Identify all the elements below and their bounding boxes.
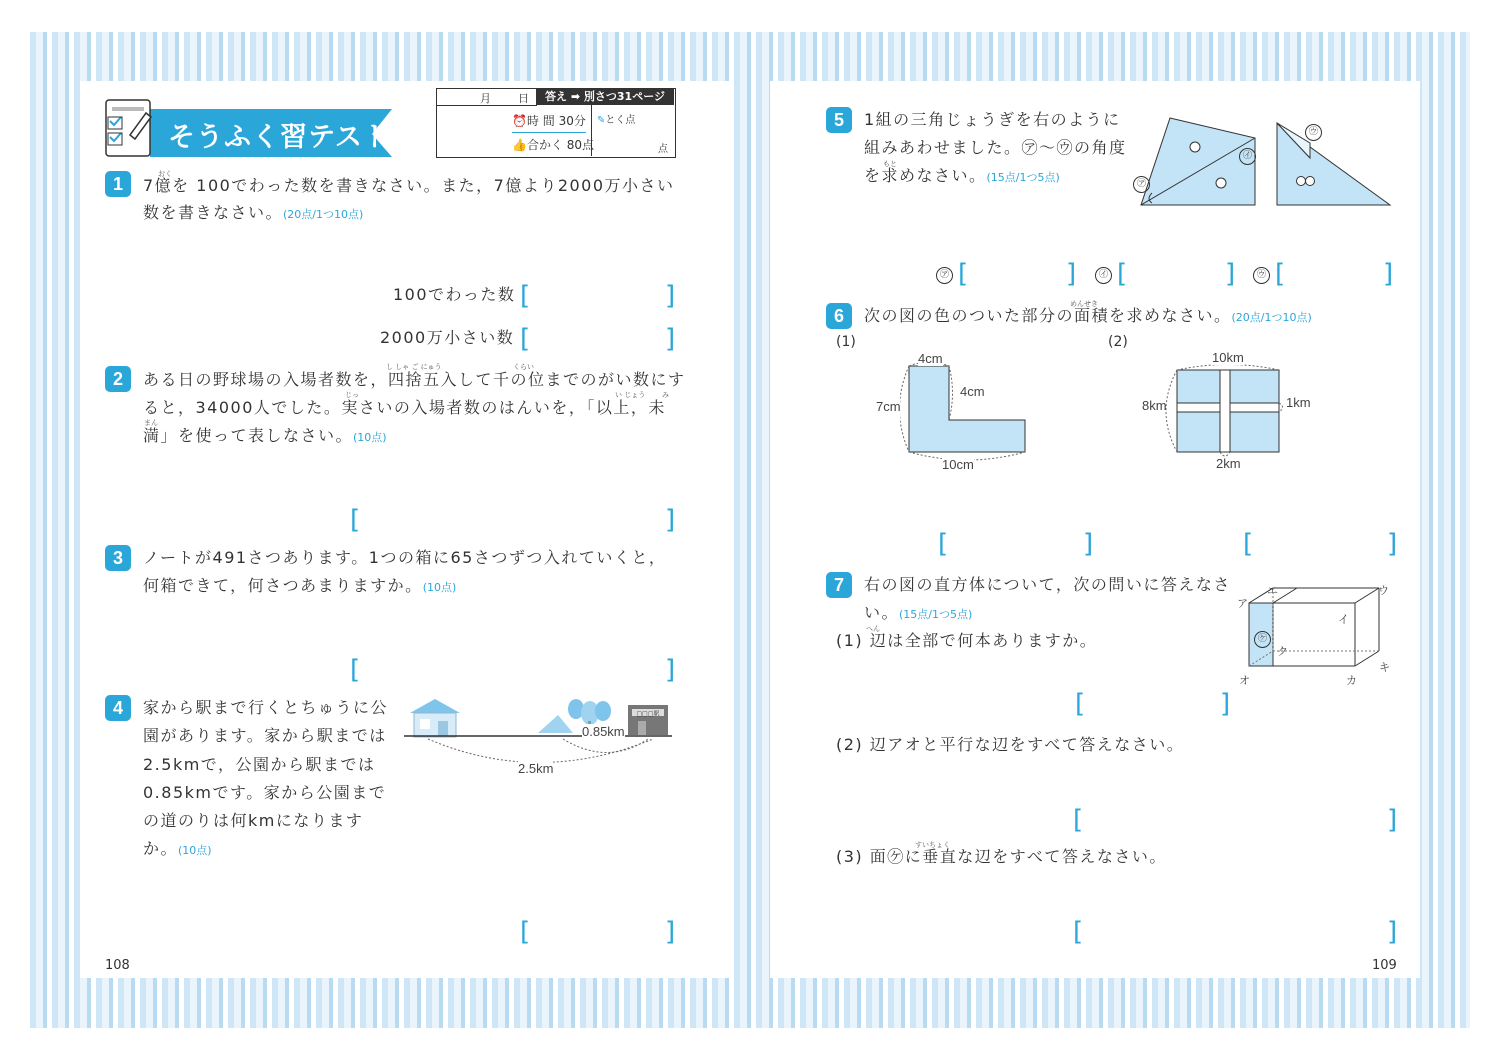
q7-sub2: (2) 辺アオと平行な辺をすべて答えなさい。 — [836, 735, 1185, 754]
fig1-top-length: 4cm — [918, 351, 943, 366]
answer-bracket-open[interactable]: [ — [958, 259, 969, 289]
answer-label-a: ㋐ — [936, 264, 953, 284]
date-month-label: 月 — [480, 92, 491, 105]
vertex-e: エ — [1267, 585, 1278, 597]
answer-bracket-close: ] — [665, 324, 676, 354]
answer-bracket-close: ] — [665, 281, 676, 311]
question-number-2: 2 — [105, 366, 131, 392]
question-number-3: 3 — [105, 545, 131, 571]
answer-bracket-open[interactable]: [ — [350, 655, 361, 685]
q1-answer2-label: 2000万小さい数 — [380, 328, 515, 347]
q1-text-line2: 数を書きなさい。(20点/1つ10点) — [143, 203, 364, 222]
answer-bracket-close: ] — [665, 917, 676, 947]
vertex-ki: キ — [1379, 662, 1390, 674]
ruby-text: もと — [883, 160, 897, 168]
page-title: そうふく習テスト① — [168, 122, 415, 153]
fig1-bottom-length: 10cm — [942, 457, 974, 472]
answer-bracket-close: ] — [1387, 917, 1398, 947]
score-unit: 点 — [658, 144, 668, 155]
thumbs-up-icon: 👍 — [512, 138, 527, 152]
answer-bracket-open[interactable]: [ — [1243, 529, 1254, 559]
answer-bracket-open[interactable]: [ — [1073, 805, 1084, 835]
fig1-inner-length: 4cm — [960, 384, 985, 399]
vertex-u: ウ — [1378, 585, 1389, 597]
q1-text-line1: 7億を 100でわった数を書きなさい。また，7億より2000万小さい — [143, 176, 675, 195]
cross-path-figure — [1155, 356, 1295, 466]
q4-text-line2: 園があります。家から駅までは — [143, 726, 387, 745]
q6-text-line1: 次の図の色のついた部分の面積を求めなさい。(20点/1つ10点) — [864, 306, 1312, 325]
angle-mark-a: ㋐ — [1133, 176, 1150, 193]
answer-bracket-open[interactable]: [ — [350, 505, 361, 535]
answer-bracket-open[interactable]: [ — [520, 281, 531, 311]
answer-bracket-open[interactable]: [ — [1073, 917, 1084, 947]
ruby-text: い じょう — [615, 391, 646, 399]
ruby-text: じっ — [345, 391, 359, 399]
vertex-o: オ — [1239, 675, 1250, 687]
q3-text-line2: 何箱できて，何さつあまりますか。(10点) — [143, 576, 457, 595]
answer-bracket-close: ] — [665, 505, 676, 535]
q4-text-line6: か。(10点) — [143, 839, 212, 858]
distance-park-station: 0.85km — [582, 724, 625, 739]
q7-sub1: (1) 辺は全部で何本ありますか。 — [836, 631, 1098, 650]
l-shape-figure — [900, 356, 1030, 471]
ruby-text: すいちょく — [915, 841, 950, 849]
question-number-1: 1 — [105, 171, 131, 197]
vertex-ka: カ — [1346, 675, 1357, 687]
divider — [512, 132, 586, 133]
pencil-icon: ✎ — [597, 115, 606, 126]
face-label: ㋘ — [1254, 628, 1271, 648]
answer-bracket-close: ] — [1225, 259, 1236, 289]
answer-bracket-close: ] — [1083, 529, 1094, 559]
vertex-i: イ — [1338, 614, 1349, 626]
q7-text-line2: い。(15点/1つ5点) — [864, 603, 973, 622]
answer-bracket-close: ] — [1066, 259, 1077, 289]
clock-icon: ⏰ — [512, 114, 527, 128]
vertex-ku: ク — [1277, 646, 1288, 658]
station-icon — [628, 705, 668, 735]
ruby-text: めんせき — [1070, 300, 1098, 308]
station-sign: □□□駅 — [636, 710, 660, 718]
q7-sub3: (3) 面㋘に垂直な辺をすべて答えなさい。 — [836, 847, 1167, 866]
ruby-text: へん — [866, 625, 880, 633]
answer-bracket-open[interactable]: [ — [520, 324, 531, 354]
fig2-left-length: 8km — [1142, 398, 1167, 413]
q4-text-line3: 2.5kmで，公園から駅までは — [143, 755, 376, 774]
q3-text-line1: ノートが491さつあります。1つの箱に65さつずつ入れていくと， — [143, 548, 667, 567]
ruby-text: み — [662, 391, 669, 399]
fig1-left-length: 7cm — [876, 399, 901, 414]
q6-sub2-label: (2) — [1108, 334, 1128, 350]
answer-reference: 答え ➡ 別さつ31ページ — [536, 88, 674, 105]
distance-home-station: 2.5km — [518, 761, 554, 776]
question-number-5: 5 — [826, 107, 852, 133]
q5-text-line3: を求めなさい。(15点/1つ5点) — [864, 166, 1060, 185]
answer-bracket-open[interactable]: [ — [1117, 259, 1128, 289]
fig2-bottom-length: 2km — [1216, 456, 1241, 471]
answer-bracket-close: ] — [1387, 805, 1398, 835]
answer-bracket-close: ] — [1383, 259, 1394, 289]
q7-text-line1: 右の図の直方体について，次の問いに答えなさ — [864, 575, 1231, 594]
answer-label-u: ㋒ — [1253, 264, 1270, 284]
fig2-top-length: 10km — [1212, 350, 1244, 365]
q5-text-line1: 1組の三角じょうぎを右のように — [864, 110, 1121, 129]
triangle-rulers-figure — [1135, 113, 1397, 209]
pass-score: 👍合かく 80点 — [512, 138, 595, 152]
q2-text-line2: ると，34000人でした。実さいの入場者数のはんいを，「以上，未 — [143, 398, 666, 417]
answer-bracket-close: ] — [1387, 529, 1398, 559]
fig2-right-length: 1km — [1286, 395, 1311, 410]
ruby-text: し しゃ ご にゅう — [386, 363, 442, 371]
q6-sub1-label: (1) — [836, 334, 856, 350]
score-label: ✎とく点 — [597, 115, 636, 126]
ruby-text: おく — [158, 170, 172, 178]
left-page — [80, 81, 730, 978]
house-icon — [410, 699, 460, 737]
q2-text-line1: ある日の野球場の入場者数を，四捨五入して千の位までのがい数にす — [143, 370, 686, 389]
answer-bracket-close: ] — [1220, 689, 1231, 719]
q1-answer1-label: 100でわった数 — [393, 285, 516, 304]
q5-text-line2: 組みあわせました。㋐～㋒の角度 — [864, 138, 1127, 157]
answer-bracket-open[interactable]: [ — [938, 529, 949, 559]
ruby-text: まん — [144, 419, 158, 427]
answer-bracket-close: ] — [665, 655, 676, 685]
q4-text-line4: 0.85kmです。家から公園まで — [143, 783, 387, 802]
q4-text-line1: 家から駅まで行くとちゅうに公 — [143, 698, 389, 717]
answer-label-i: ㋑ — [1095, 264, 1112, 284]
angle-mark-i: ㋑ — [1239, 148, 1256, 165]
ruby-text: くらい — [513, 363, 534, 371]
right-page — [770, 81, 1420, 978]
answer-bracket-open[interactable]: [ — [1275, 259, 1286, 289]
page-number-left: 108 — [105, 958, 130, 973]
question-number-4: 4 — [105, 695, 131, 721]
answer-bracket-open[interactable]: [ — [520, 917, 531, 947]
date-day-label: 日 — [518, 92, 529, 105]
q2-text-line3: 満」を使って表しなさい。(10点) — [143, 426, 387, 445]
answer-bracket-open[interactable]: [ — [1075, 689, 1086, 719]
q4-text-line5: の道のりは何kmになります — [143, 811, 364, 830]
page-number-right: 109 — [1372, 958, 1397, 973]
time-limit: ⏰時 間 30分 — [512, 114, 586, 128]
question-number-7: 7 — [826, 572, 852, 598]
vertex-a: ア — [1237, 598, 1248, 610]
question-number-6: 6 — [826, 303, 852, 329]
angle-mark-u: ㋒ — [1305, 124, 1322, 141]
